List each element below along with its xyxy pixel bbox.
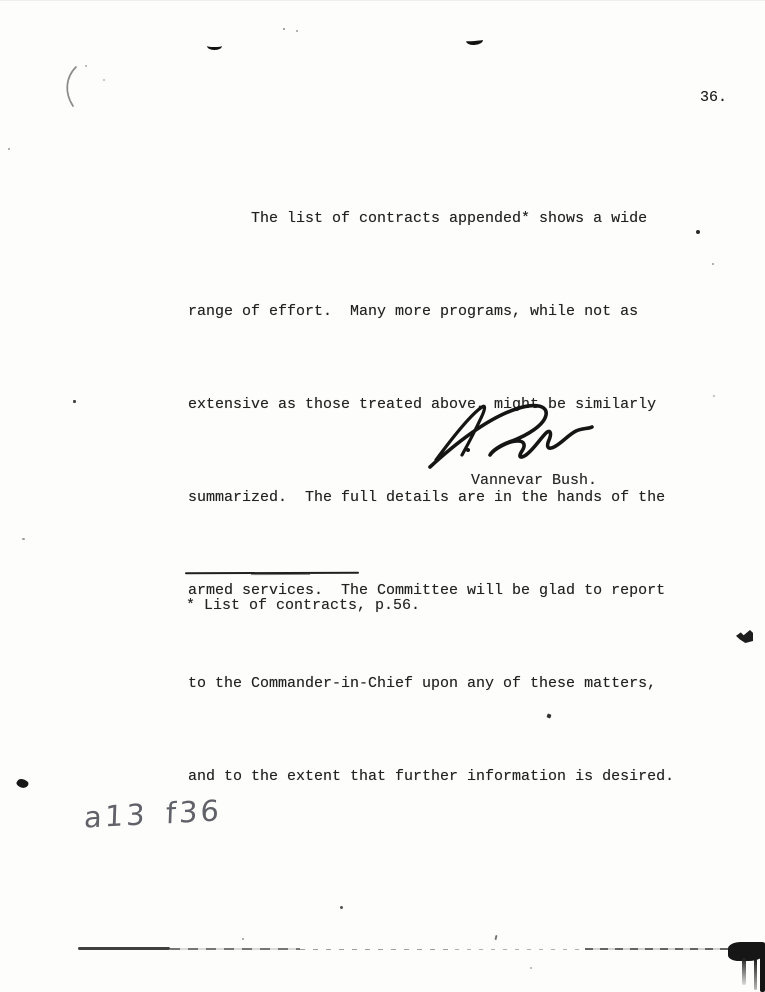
ink-drip [754,959,757,990]
ink-drip [742,958,746,985]
scan-speck [85,65,87,67]
scan-line-segment [300,949,450,950]
scan-speck [713,395,715,397]
scan-speck [296,30,298,32]
scan-speck [242,938,244,940]
scan-line-segment [78,947,170,950]
scan-mark-dash [207,42,222,50]
scan-speck [340,906,343,909]
pencil-annotation: a13 f36 [83,793,223,835]
paragraph-line: summarized. The full details are in the hands of the [188,489,666,506]
scan-line-segment [455,949,585,950]
scan-speck [696,230,700,234]
paragraph-line: extensive as those treated above, might be similarly [188,396,657,413]
ink-mark [736,630,753,643]
scan-mark-dash [466,35,484,45]
footnote-text: * List of contracts, p.56. [186,597,421,614]
scan-speck [103,79,105,81]
scan-mark-curve [62,65,80,109]
scan-speck [73,400,76,403]
paragraph-line: to the Commander-in-Chief upon any of these matters, [188,675,657,692]
paragraph-line: armed services. The Committee will be glad to report [188,582,666,599]
body-paragraph [188,141,674,854]
paragraph-line: The list of contracts appended* shows a wide [188,210,648,227]
scan-line-segment [585,948,730,950]
paragraph-line: and to the extent that further information is desired. [188,768,675,785]
scan-speck [494,935,497,940]
scan-speck [8,148,10,150]
paragraph-line: range of effort. Many more programs, while not as [188,303,639,320]
ink-blob [15,777,29,791]
page-number: 36. [700,89,728,106]
scan-speck [22,538,25,540]
scan-speck [283,28,285,30]
typed-signature-name: Vannevar Bush. [471,472,598,489]
scan-speck [530,967,532,969]
vannevar-bush-signature [424,397,596,471]
scan-speck [712,263,714,265]
ink-drip [760,944,765,992]
scan-line-segment [170,948,300,950]
